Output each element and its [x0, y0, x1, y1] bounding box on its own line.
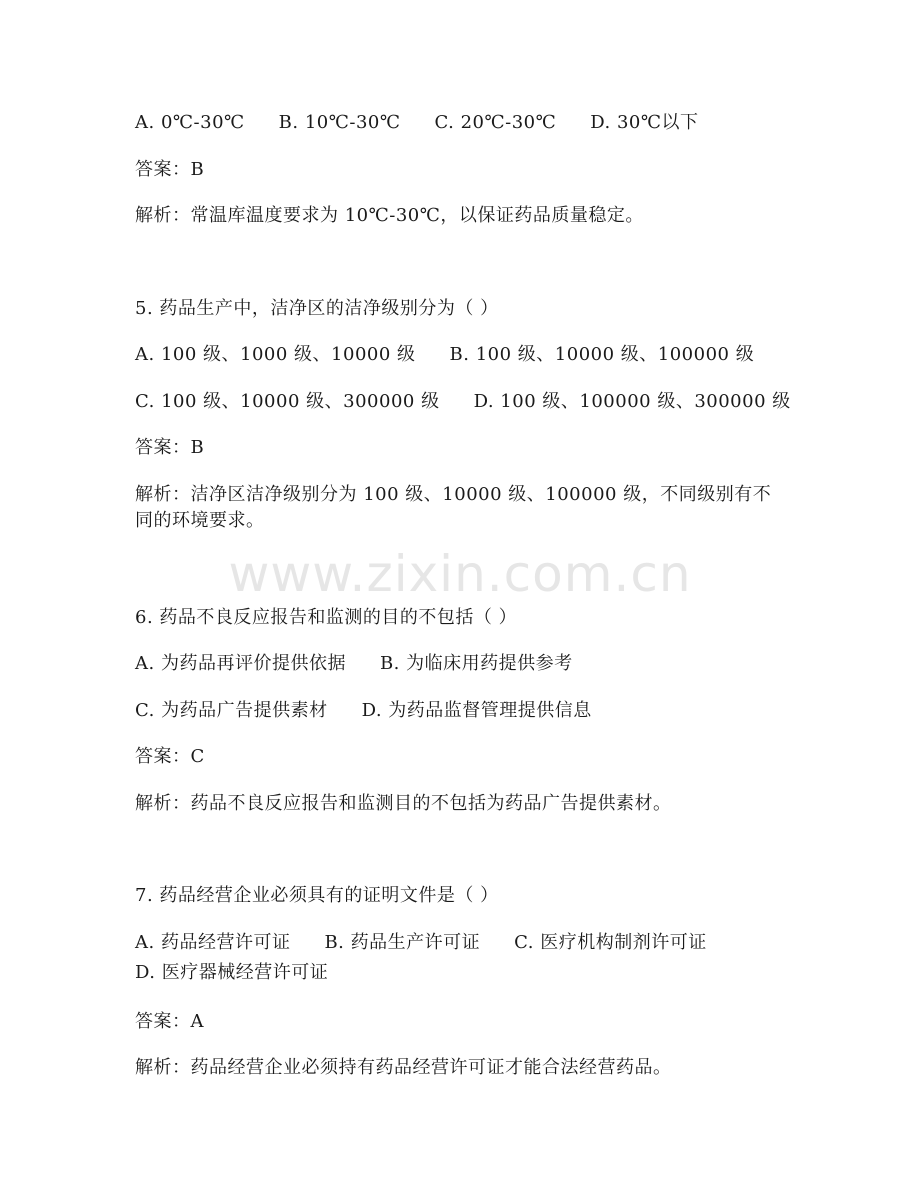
q6-option-d: D. 为药品监督管理提供信息 [361, 700, 592, 721]
q7-option-b: B. 药品生产许可证 [324, 932, 481, 953]
q5-option-c: C. 100 级、10000 级、300000 级 [135, 391, 440, 412]
q7-option-c: C. 医疗机构制剂许可证 [514, 932, 707, 953]
q7-option-a: A. 药品经营许可证 [135, 932, 291, 953]
q6-options-row2 [135, 698, 860, 724]
q6-explanation: 解析：药品不良反应报告和监测目的不包括为药品广告提供素材。 [135, 793, 672, 814]
q6-answer: 答案：C [135, 746, 205, 767]
q4-answer: 答案：B [135, 159, 205, 180]
q6-option-b: B. 为临床用药提供参考 [379, 653, 573, 674]
q4-explanation: 解析：常温库温度要求为 10℃-30℃，以保证药品质量稳定。 [135, 205, 644, 226]
q7-explanation: 解析：药品经营企业必须持有药品经营许可证才能合法经营药品。 [135, 1057, 672, 1078]
q5-answer: 答案：B [135, 437, 205, 458]
q7-option-d: D. 医疗器械经营许可证 [135, 962, 329, 983]
q5-question: 5. 药品生产中，洁净区的洁净级别分为（ ） [135, 298, 499, 319]
q4-option-a: A. 0℃-30℃ [135, 112, 245, 133]
q7-options-row2 [135, 960, 860, 986]
q5-options-row1 [135, 342, 860, 368]
q5-option-b: B. 100 级、10000 级、100000 级 [449, 344, 755, 365]
q6-question: 6. 药品不良反应报告和监测的目的不包括（ ） [135, 607, 518, 628]
watermark: www.zixin.com.cn [228, 545, 692, 603]
q7-options-row1 [135, 930, 860, 956]
q4-option-c: C. 20℃-30℃ [434, 112, 557, 133]
q5-explanation: 解析：洁净区洁净级别分为 100 级、10000 级、100000 级，不同级别有不同的环境要求。 [135, 484, 772, 531]
q5-option-d: D. 100 级、100000 级、300000 级 [473, 391, 791, 412]
q7-answer: 答案：A [135, 1011, 204, 1032]
q7-question: 7. 药品经营企业必须具有的证明文件是（ ） [135, 885, 499, 906]
q4-options [135, 110, 860, 136]
q6-options-row1 [135, 651, 860, 677]
q5-options-row2 [135, 389, 860, 415]
q6-option-a: A. 为药品再评价提供依据 [135, 653, 346, 674]
q6-option-c: C. 为药品广告提供素材 [135, 700, 328, 721]
q4-option-d: D. 30℃以下 [590, 112, 699, 133]
q5-option-a: A. 100 级、1000 级、10000 级 [135, 344, 416, 365]
q4-option-b: B. 10℃-30℃ [278, 112, 401, 133]
